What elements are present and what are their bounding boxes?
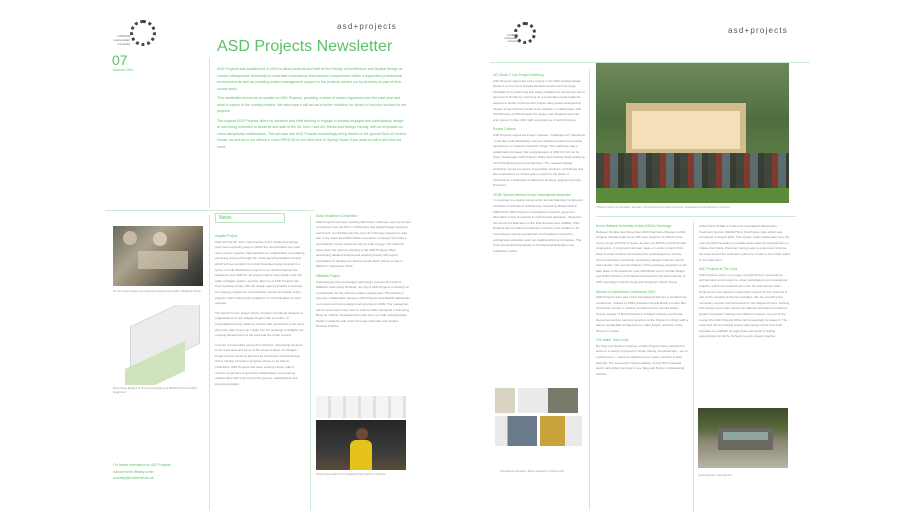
issue-date: Autumn 2011 (113, 68, 134, 72)
logo-text-line: metropolitan (113, 38, 130, 42)
issue-number: 07 (112, 52, 128, 68)
london-met-logo (498, 22, 548, 62)
news-column-right (699, 224, 791, 344)
article-body: A series of local walks was held in October, introducing students to the local area and some of the issues it faces. An Aldgate Project lecture series is planned for November and December, with a number of work-in-progress shows to be held in 2011/2012. ASD Projects has been working closely with a number of partners to generate collaborations and working relationships with local community groups, stakeholders and interested parties. (215, 342, 303, 386)
article-heading: ASD Projects at The Cass (699, 267, 738, 272)
article-heading: UG Studio 3 Live Project Homburg (493, 73, 544, 77)
speaker-photo (316, 420, 406, 470)
theatre-pavilion-photo (596, 63, 789, 203)
article-heading: Aldgate Project (215, 234, 238, 238)
logo-text-line: university (117, 42, 130, 46)
article-heading: CEBE Special Interest Group: Intercultural Interaction (493, 192, 572, 197)
divider (596, 216, 796, 217)
article-heading: Project Odessa (493, 127, 516, 132)
book-spread-2 (518, 388, 578, 413)
article-body: Following previous exchanges with pupils, parents and staff of Millfields Community Schools, Jon Ng of ASD Projects is working on a masterplan for the school's outdoor playground. This follows a previous collaboration between ASD Projects and Martial Kalhassian to produce and test a playground structure in 2009. The masterplan will be presented to the client in Autumn 2011 alongside a Colouring Book for children illustrated with work done by ASD undergraduate Studio 3 students with tutors Terrenge Kheraiah and Sandra Denicke-Polcher. (316, 279, 410, 329)
logo-text-line: LONDON (117, 34, 130, 38)
divider (105, 210, 315, 211)
article-body: ASD Projects has been working with Team reMonnet, a group formed of students from the MA in Architecture and Digital Design Systems and Unit 6. LondonMet was the only UK university selected to take part in the Solar Decathlon 2012 competition to design and build a self-sufficient house powered only by solar energy. The students have spent the summer working in the ASD Projects office developing detailed designs and working closely with expert consultants to develop the final proposal which will go on site in Madrid in September 2012. (316, 219, 411, 269)
newsletter-page-1 (100, 0, 450, 524)
article-body: ASD Projects supported a live project in the ASD undergraduate Studio 3 run by tutors Sandra Denicke-Polcher and Terrenge Kheraiah for a performing arts stage available for community use in the town of Homburg, Germany. In a competition local residents selected a timber structure with copper-alloy panels designed by student Craig Harrison-Smith to be realised, in collaboration with Stef Rhodes of ASD Projects the design was finalised and built, and opened in May 2011 with a programme of performances. (493, 78, 585, 122)
article-body: ASD and the Sir John Cass Faculty of Art, Media and Design have been exploring ways in which the two Faculties can work more closely together. Opportunities for collaboration and sharing are being explored through the newly launched Aldgate Project which will see students from both Faculties being involved in a series of multi-disciplinary projects to be held throughout the academic year 2011/12. All projects will be sited within a 10 min walk of Aldgate station, and Zoe Berman of ASD Projects has been working closely with the design agency Publica to develop an ongoing programme of workshops, events and public realm projects which will provide a platform for both Faculties to work together. (215, 239, 305, 306)
article-body: ASD Projects supported Project Odessa - Strategies for Transitions - a 10 day multi-disciplinary summer workshop based at Kuyalnik sanatorium on Odessa's Northern fringe. The workshop was a collaboration between the postgraduates of ASD Unit 10 run by Signy Svalastoga, ASD Projects Office and Odessa State Academy of Civil Engineering and Architecture. The research-based workshop involved a series of specialist seminars, workshops and site explorations by invited guest experts in the fields of Architecture, Landscape Architecture, Ecology, Engineering and Polymers. (493, 132, 585, 188)
newsletter-page-2 (490, 0, 820, 524)
article-heading: Korea National University of Arts (KNUA) Exchange (596, 224, 672, 228)
plan-caption: Bruce Rewe Begleyd for the new landscaping of Millfields School outdoor playground (113, 387, 198, 394)
book-spread-4 (540, 416, 582, 446)
logo-text-line: LONDON (507, 34, 518, 37)
asd-projects-brand: asd+projects (728, 26, 788, 35)
intro-paragraph: This newsletter serves as an update on ASD Projects, providing a taster of what's happened over the past year and what to expect in the coming months. We also hope it will act as a further invitation for others to become involved in the projects. (217, 96, 407, 113)
intro-paragraph: The support ASD Projects offers for students and staff wishing to engage in socially engaged and participatory design is now being extended to students and staff of the Sir John Cass Art, Media and Design Faculty, with an emphasis on cross-disciplinary collaboration. This will also see ASD Projects increasingly being based on the ground floor of Central House, as well as in our offices in room SPED 06 on the third floor in Spring House if you want to call in and find out more. (217, 118, 406, 149)
contact-line: For further information on ASD Projects (113, 463, 171, 467)
asd-projects-brand: asd+projects (337, 22, 397, 31)
article-heading: Women in Architecture Conference 2010 (596, 289, 656, 294)
contact-email-link[interactable]: a.wesley@londonmet.ac.uk (113, 476, 154, 480)
workshop-photo (113, 226, 203, 286)
news-section-label: News (215, 213, 285, 223)
divider (209, 58, 210, 208)
article-body: In response to a desire voiced at the annual Standing Conference of Heads of Schools of Architecture, chaired by Robert Mull in 2009-2010, ASD Projects coordinated a research group into alternative forms of practice in architectural education, funded by the Centre for Education in the Built Environment (CEBE). ASD Projects has co-edited a collection of written case studies to be presented to various practitioners and teachers involved in architectural education and non-traditional forms of practice. The book Intercultural Interaction in Architectural Education was published in 2011. (493, 198, 583, 253)
speaker-caption: Project presentation at the Aldgate Project launch in October (316, 473, 386, 476)
dot-circle-icon (130, 20, 156, 46)
contact-info (113, 462, 208, 482)
article-heading: Millfields Project (316, 273, 340, 278)
article-body: ASD Projects works on a range of projects from conventional architectural commissions to urban participatory and educational projects, which are located both in the UK and abroad. ASD Projects are now poised to extend this support to The Cass as a part of the merging of the two Faculties. We are providing the necessary support and framework for the Aldgate Project, working with design tutors from across the different disciplines to assist in greater integration between the different courses. As part of the merger the ASD Projects Office will increasingly be based in The Cass and will be working closely with design tutors from both Faculties to establish stronger links and assist in finding opportunities for all the Schools to work closely together. (699, 272, 790, 339)
article-heading: Solar Decathlon Competition (316, 214, 358, 218)
article-body: Bo Tang and Shannon Parson of ASD Projects have continued to work on a variety of projects in India, having completed two - out of a planned ten - women's classrooms for quarry workers in Navi Mumbai. The successful implementation of over 80 household septic tank toilets has lead to see Tang and Parson collaborating with the (596, 343, 688, 376)
playground-plan-drawing (120, 305, 205, 385)
news-column-left (493, 73, 585, 258)
news-column-solar-millfields (316, 214, 411, 334)
news-column-aldgate (215, 234, 305, 391)
hero-caption: Theatre Pavilion for Roedding, Germany. Commissioned by local community, rehearsals & performances in progress (596, 206, 730, 209)
intro-text (217, 66, 407, 153)
logo-text-line: metropolitan (504, 37, 518, 40)
article-body: The launch for the project held in October introduced students to organisations for the Aldgate Project with a number of presentations being made by experts with experience in the area who were able to give an insight into the workings of Aldgate, the ongoing development of the area and the urban context. (215, 310, 304, 338)
article-body: ASD Projects were part of the International Women in Architecture conference, chaired by RIBA president Angela Brady. London Met hosted two events: a student workshop led by Sumita Sinha, Course Leader of MA Architecture of Rapid Change and Scarce Resources and an evening reception at the Women's Library with a talk on sustainable architecture by Clare Knight, architect of the Women's Library. (596, 295, 688, 333)
article-body: Indian NGO CURE to build a De-Centralised Wastewater Treatment System (DEWATS) in Kuchhpura, Agra which was completed in August 2011. The system treats wastewater from the main Kuchhpura drains to provide clean water for local farmers to irrigate their fields. Plans are being made to extend and improve the area around the treatment system to create a new public space in the settlement. (699, 224, 791, 262)
children-drawings-strip (316, 396, 406, 418)
logo-text-line: university (507, 40, 518, 43)
divider (693, 222, 694, 512)
contact-line: contact Kevin Wesley under (113, 469, 154, 474)
news-column-middle (596, 224, 688, 381)
quarry-classroom-photo (698, 408, 788, 468)
hut-caption: Quarry Women, Navi Mumbai (698, 474, 733, 477)
newsletter-title: ASD Projects Newsletter (217, 38, 393, 55)
divider (310, 215, 311, 510)
book-caption: Intercultural Interaction: Book published in October 2011 (500, 470, 565, 473)
divider (209, 215, 210, 510)
intro-paragraph: ASD Projects was established in 2004 to allow students and staff at the Faculty of Architecture and Spatial Design at London Metropolitan University to undertake consultancy and research programmes within a supportive professional environment as well as providing project management support to live projects carried out by students as part of their course work. (217, 67, 402, 91)
article-heading: The Water Trust: India (596, 338, 629, 343)
book-spread-3 (495, 416, 537, 446)
book-spread-1 (495, 388, 515, 413)
article-body: Between October and December 2010 Stephanie Rhodes of ASD Projects travelled with seven fifth year students of KNUA's Fine Unit to study at KNUA in Seoul, as part of a British Council funded programme. A reciprocal visit was made to London in April 2011, when Korean students and academics participated in a 10 day Urban Laboratory workshop, developing designs based in Seoul and London. The second chapter of this exchange programme will take place in the academic year 2011/2012, led by Florian Beigel and Philip Christou of Architecture Research Unit with students of ASD spending 3 months living and studying in South Korea. (596, 229, 687, 284)
divider (589, 70, 590, 510)
photo-caption: Sir John Cass Faculty and students workshop with pupils of Millfields School (113, 290, 201, 293)
